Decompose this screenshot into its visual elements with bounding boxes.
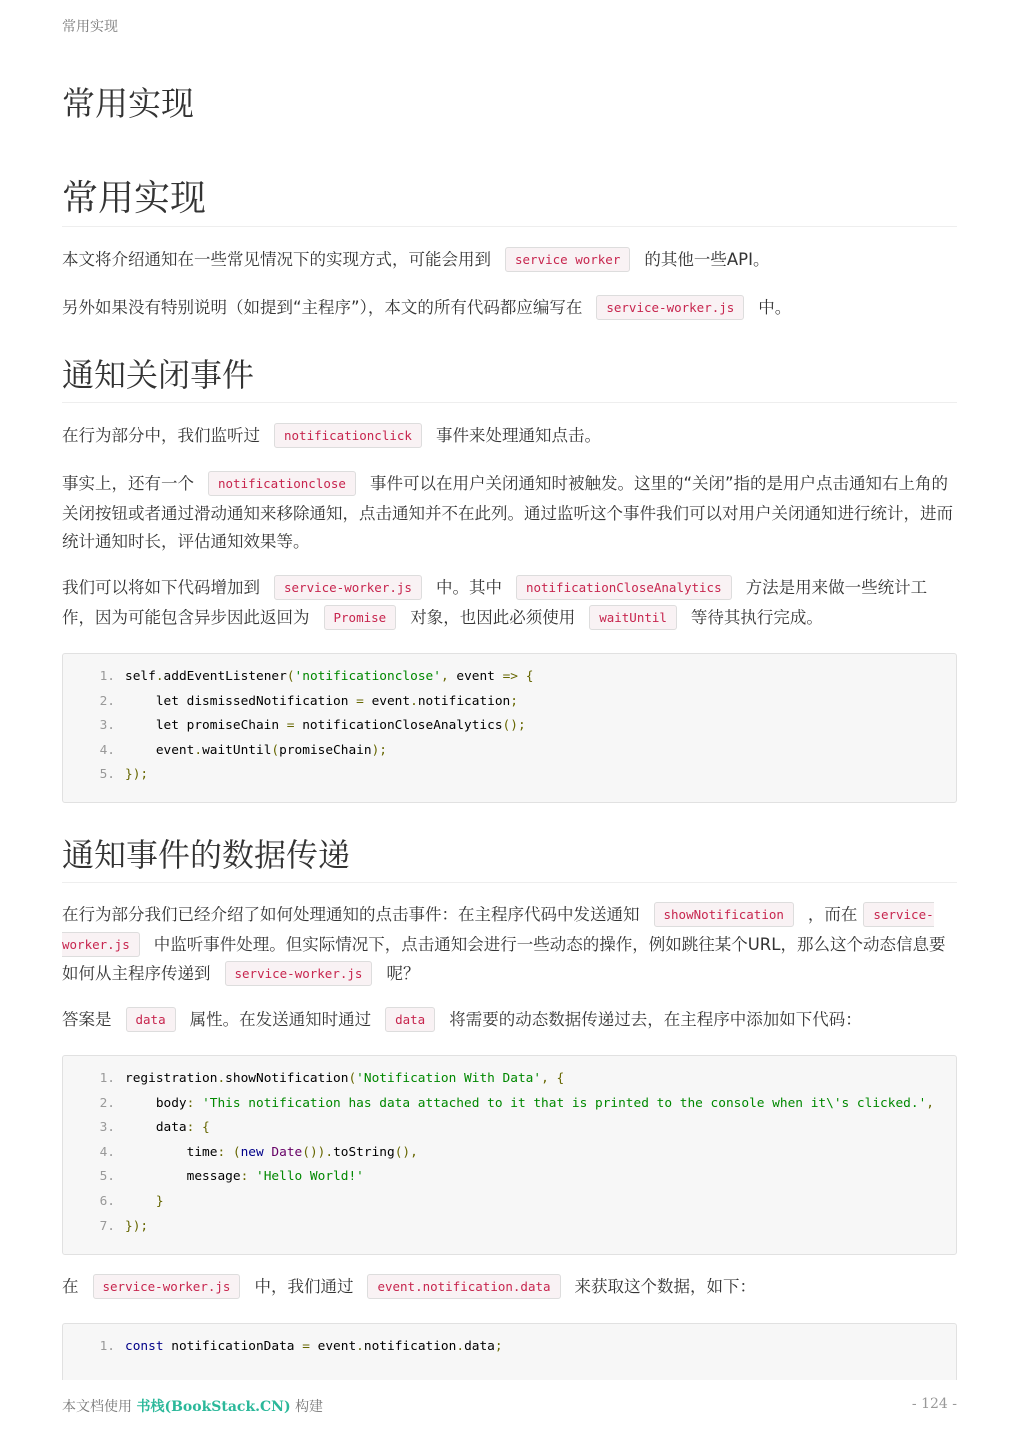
line-number: 6.: [99, 1193, 115, 1209]
code-text: registration.showNotification('Notification With Data', {: [125, 1071, 565, 1086]
line-number: 5.: [99, 767, 115, 783]
code-text: message: 'Hello World!': [125, 1169, 364, 1185]
note-paragraph: 另外如果没有特别说明（如提到“主程序”），本文的所有代码都应编写在 service-worker.js 中。: [62, 294, 957, 324]
inline-code: service-worker.js: [62, 902, 934, 957]
data-paragraph-1: 在行为部分我们已经介绍了如何处理通知的点击事件：在主程序代码中发送通知 showNotification ，而在 service-worker.js 中监听事件处理。但实际情况下，点击通知会进行一些动态的操作，例如跳往某个URL，那么这个动态信息要如何从主程序传递到 service-worker.js 呢？: [62, 901, 957, 990]
data-paragraph-3: 在 service-worker.js 中，我们通过 event.notification.data 来获取这个数据，如下：: [62, 1273, 957, 1303]
code-text: }: [125, 1193, 164, 1209]
data-paragraph-2: 答案是 data 属性。在发送通知时通过 data 将需要的动态数据传递过去，在主程序中添加如下代码：: [62, 1006, 957, 1036]
page-number: - 124 -: [911, 1396, 957, 1412]
code-line: [63, 690, 956, 715]
intro-paragraph: 本文将介绍通知在一些常见情况下的实现方式，可能会用到 service worker 的其他一些API。: [62, 246, 957, 276]
inline-code: notificationCloseAnalytics: [516, 575, 732, 600]
line-number: 2.: [99, 693, 115, 709]
inline-code: notificationclick: [274, 423, 422, 448]
code-line: [63, 714, 956, 739]
code-text: let promiseChain = notificationCloseAnalytics();: [125, 718, 526, 734]
code-block-notification-data: [62, 1323, 957, 1380]
code-text: });: [125, 767, 149, 783]
inline-code: service-worker.js: [225, 961, 373, 986]
code-text: self.addEventListener('notificationclose', event => {: [125, 669, 534, 684]
close-event-paragraph-3: 我们可以将如下代码增加到 service-worker.js 中。其中 notificationCloseAnalytics 方法是用来做一些统计工作，因为可能包含异步因此返回为 Promise 对象，也因此必须使用 waitUntil 等待其执行完成。: [62, 574, 957, 633]
code-line: [63, 1141, 956, 1166]
section-heading-close-event: 通知关闭事件: [62, 350, 957, 403]
running-header: 常用实现: [62, 19, 118, 35]
bookstack-link[interactable]: 书栈(BookStack.CN): [136, 1399, 291, 1415]
code-line: [63, 763, 956, 788]
inline-code: waitUntil: [589, 605, 677, 630]
code-text: body: 'This notification has data attached to it that is printed to the console when it\'s clicked.',: [125, 1095, 934, 1111]
inline-code: notificationclose: [208, 471, 356, 496]
inline-code: event.notification.data: [367, 1274, 560, 1299]
code-line: [63, 1165, 956, 1190]
inline-code: data: [385, 1007, 435, 1032]
inline-code: showNotification: [654, 902, 794, 927]
code-block-close-event: [62, 653, 957, 803]
code-line: [63, 1335, 956, 1360]
code-text: const notificationData = event.notification.data;: [125, 1339, 503, 1354]
code-text: event.waitUntil(promiseChain);: [125, 742, 387, 758]
code-text: });: [125, 1218, 149, 1234]
line-number: 1.: [99, 1339, 115, 1354]
code-line: [63, 1215, 956, 1240]
close-event-paragraph-1: 在行为部分中，我们监听过 notificationclick 事件来处理通知点击。: [62, 422, 957, 452]
inline-code: Promise: [324, 605, 397, 630]
line-number: 4.: [99, 1144, 115, 1160]
inline-code: service-worker.js: [274, 575, 422, 600]
code-line: [63, 1116, 956, 1141]
code-text: time: (new Date()).toString(),: [125, 1144, 418, 1160]
line-number: 1.: [99, 669, 115, 684]
line-number: 1.: [99, 1071, 115, 1086]
page-title: 常用实现: [62, 84, 194, 123]
inline-code: service worker: [505, 247, 630, 272]
line-number: 5.: [99, 1169, 115, 1185]
code-line: [63, 1190, 956, 1215]
line-number: 2.: [99, 1095, 115, 1111]
section-heading-common: 常用实现: [62, 170, 957, 227]
line-number: 7.: [99, 1218, 115, 1234]
code-line: [63, 665, 956, 690]
inline-code: service-worker.js: [93, 1274, 241, 1299]
line-number: 3.: [99, 718, 115, 734]
inline-code: data: [126, 1007, 176, 1032]
section-heading-data-passing: 通知事件的数据传递: [62, 830, 957, 883]
code-line: [63, 739, 956, 764]
code-line: [63, 1092, 956, 1117]
code-text: data: {: [125, 1120, 210, 1136]
footer: 本文档使用 书栈(BookStack.CN) 构建: [62, 1399, 324, 1415]
code-block-show-notification: [62, 1055, 957, 1255]
code-line: [63, 1067, 956, 1092]
line-number: 3.: [99, 1120, 115, 1136]
line-number: 4.: [99, 742, 115, 758]
close-event-paragraph-2: 事实上，还有一个 notificationclose 事件可以在用户关闭通知时被触发。这里的“关闭”指的是用户点击通知右上角的关闭按钮或者通过滑动通知来移除通知，点击通知并不在此列。通过监听这个事件我们可以对用户关闭通知进行统计，进而统计通知时长，评估通知效果等。: [62, 470, 957, 557]
code-text: let dismissedNotification = event.notification;: [125, 693, 518, 709]
inline-code: service-worker.js: [596, 295, 744, 320]
